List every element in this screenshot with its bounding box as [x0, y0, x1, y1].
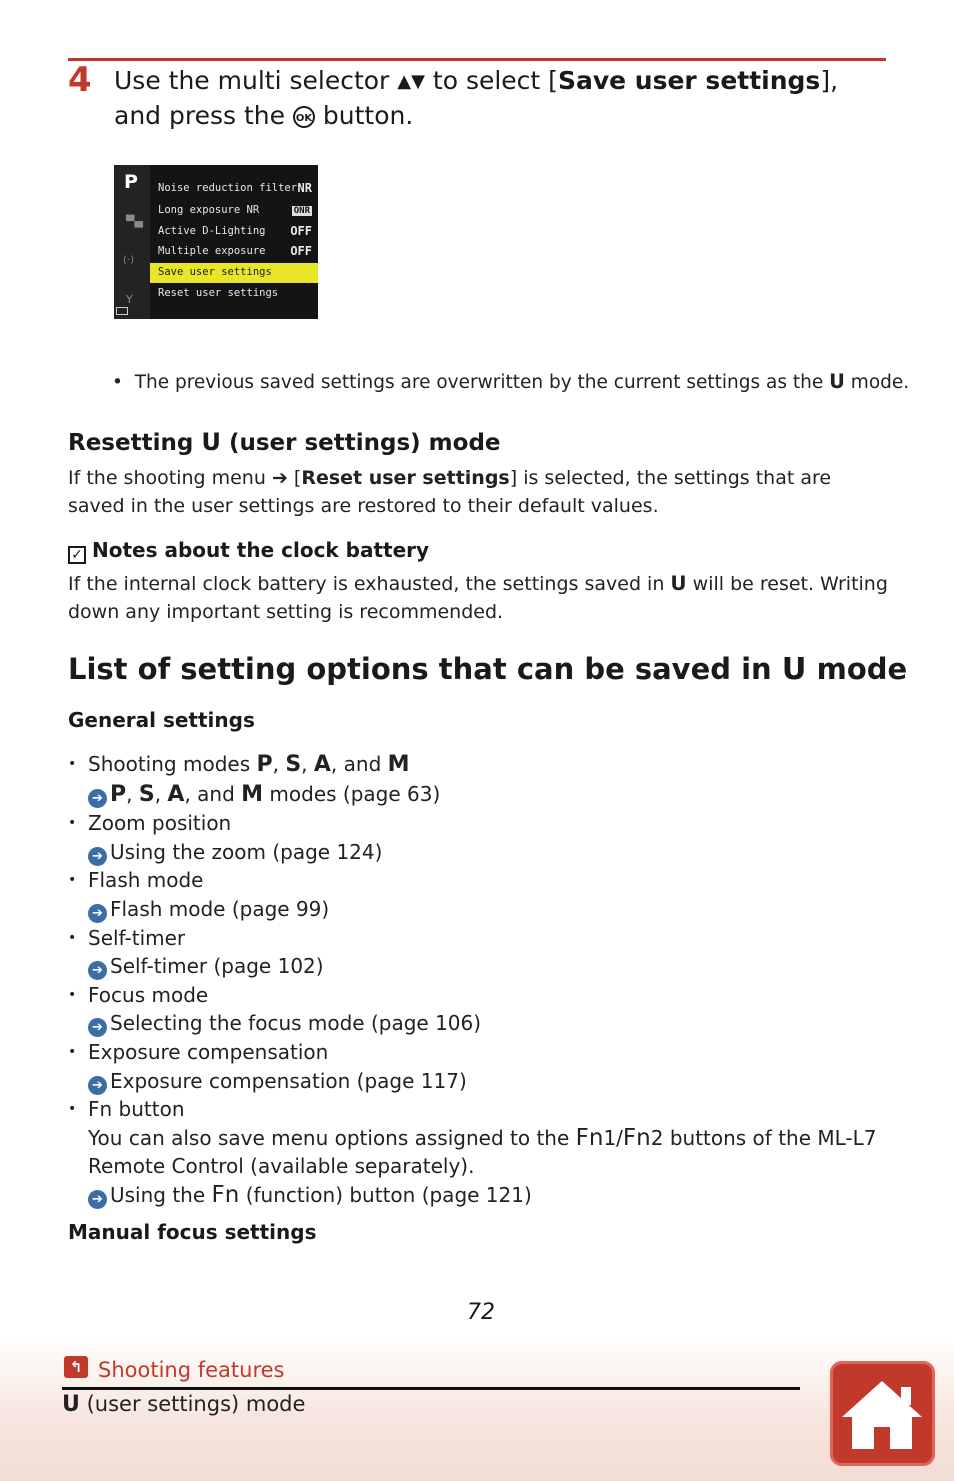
- shooting-mode-p-icon: P: [124, 171, 138, 193]
- clock-battery-note-paragraph: If the internal clock battery is exhausted, the settings saved in U will be reset. Writing down any important setting is recommended.: [68, 571, 888, 623]
- back-arrow-icon[interactable]: ↰: [64, 1356, 88, 1378]
- reference-arrow-icon: ➔: [88, 1190, 107, 1209]
- mode-m-icon: M: [387, 752, 410, 777]
- camera-menu-item: Reset user settings: [158, 287, 279, 299]
- user-mode-u-icon: U: [670, 571, 687, 595]
- camera-menu-item: Active D-Lighting OFF: [158, 224, 312, 238]
- step-text: Use the multi selector ▲▼ to select [Save user settings], and press the OK button.: [114, 66, 839, 130]
- resetting-heading: Resetting U (user settings) mode: [68, 428, 501, 456]
- list-section-heading: List of setting options that can be saved in U mode: [68, 652, 908, 687]
- page-reference-link[interactable]: ➔ Exposure compensation (page 117): [88, 1067, 908, 1096]
- ok-button-icon: OK: [293, 106, 315, 128]
- page-reference-link[interactable]: ➔ Using the zoom (page 124): [88, 838, 908, 867]
- footer-divider: [62, 1387, 800, 1390]
- fn-description: You can also save menu options assigned to the Fn1/Fn2 buttons of the ML-L7 Remote Control (available separately).: [88, 1124, 877, 1179]
- user-settings-mode-link[interactable]: U (user settings) mode: [62, 1392, 306, 1417]
- reference-arrow-icon: ➔: [88, 961, 107, 980]
- fn-button-icon: Fn: [575, 1124, 604, 1151]
- list-item: • Self-timer ➔ Self-timer (page 102): [68, 924, 908, 981]
- page-reference-link[interactable]: ➔ Self-timer (page 102): [88, 952, 908, 981]
- page-reference-link[interactable]: ➔ Selecting the focus mode (page 106): [88, 1009, 908, 1038]
- camera-menu-item: Multiple exposure OFF: [158, 244, 312, 258]
- camera-menu-sidebar: [114, 165, 150, 319]
- wrench-icon: Y: [126, 293, 133, 306]
- general-settings-heading: General settings: [68, 708, 255, 732]
- list-item: • Flash mode ➔ Flash mode (page 99): [68, 866, 908, 923]
- overwrite-note: • The previous saved settings are overwritten by the current settings as the U mode.: [112, 370, 910, 393]
- page-reference-link[interactable]: ➔ Flash mode (page 99): [88, 895, 908, 924]
- battery-icon: [116, 307, 128, 315]
- save-user-settings-label: Save user settings: [557, 66, 821, 95]
- page-reference-link[interactable]: ➔ P, S, A, and M modes (page 63): [88, 780, 908, 810]
- reference-arrow-icon: ➔: [88, 904, 107, 923]
- arrow-right-icon: ➔: [271, 467, 288, 489]
- multi-selector-up-down-icon: ▲▼: [397, 71, 425, 92]
- movie-icon: ▀▄: [126, 215, 143, 228]
- user-mode-u-icon: U: [781, 652, 807, 687]
- reference-arrow-icon: ➔: [88, 847, 107, 866]
- user-mode-u-icon: U: [62, 1392, 80, 1417]
- mode-p-icon: P: [256, 752, 273, 777]
- list-item: • Focus mode ➔ Selecting the focus mode (page 106): [68, 981, 908, 1038]
- camera-menu-screenshot: [114, 165, 318, 319]
- step-divider: [68, 58, 886, 61]
- list-item: • Fn button You can also save menu options assigned to the Fn1/Fn2 buttons of the ML-L7 Remote Control (available separately). ➔ Using the Fn (function) button (page 121): [68, 1095, 908, 1209]
- list-item: • Exposure compensation ➔ Exposure compensation (page 117): [68, 1038, 908, 1095]
- page-number: 72: [467, 1300, 495, 1325]
- page-reference-link[interactable]: ➔ Using the Fn (function) button (page 121): [88, 1181, 908, 1210]
- manual-focus-heading: Manual focus settings: [68, 1220, 317, 1244]
- shooting-features-link[interactable]: Shooting features: [98, 1358, 285, 1382]
- user-mode-u-icon: U: [829, 370, 845, 393]
- list-item: • Zoom position ➔ Using the zoom (page 124): [68, 809, 908, 866]
- camera-menu-item: Long exposure NR ONR: [158, 204, 310, 216]
- step-number: 4: [68, 60, 92, 100]
- reference-arrow-icon: ➔: [88, 789, 107, 808]
- mode-s-icon: S: [285, 752, 302, 777]
- resetting-paragraph: If the shooting menu ➔ [Reset user settings] is selected, the settings that are saved in the user settings are restored to their default values.: [68, 467, 832, 517]
- camera-menu-item-selected: Save user settings: [150, 263, 318, 283]
- general-settings-list: [68, 750, 908, 1210]
- check-icon: ✓: [68, 546, 86, 564]
- reference-arrow-icon: ➔: [88, 1076, 107, 1095]
- fn-button-icon: Fn: [211, 1181, 240, 1208]
- clock-battery-note-heading: ✓ Notes about the clock battery: [68, 538, 429, 564]
- home-icon: [830, 1361, 935, 1466]
- home-button[interactable]: [830, 1361, 935, 1466]
- user-mode-u-icon: U: [201, 428, 221, 456]
- list-item: • Shooting modes P, S, A, and M ➔ P, S, A, and M modes (page 63): [68, 750, 908, 809]
- mode-a-icon: A: [313, 752, 331, 777]
- reference-arrow-icon: ➔: [88, 1018, 107, 1037]
- wireless-icon: (·): [123, 255, 134, 266]
- fn-button-icon: Fn: [622, 1124, 651, 1151]
- camera-menu-item: Noise reduction filter NR: [158, 181, 312, 195]
